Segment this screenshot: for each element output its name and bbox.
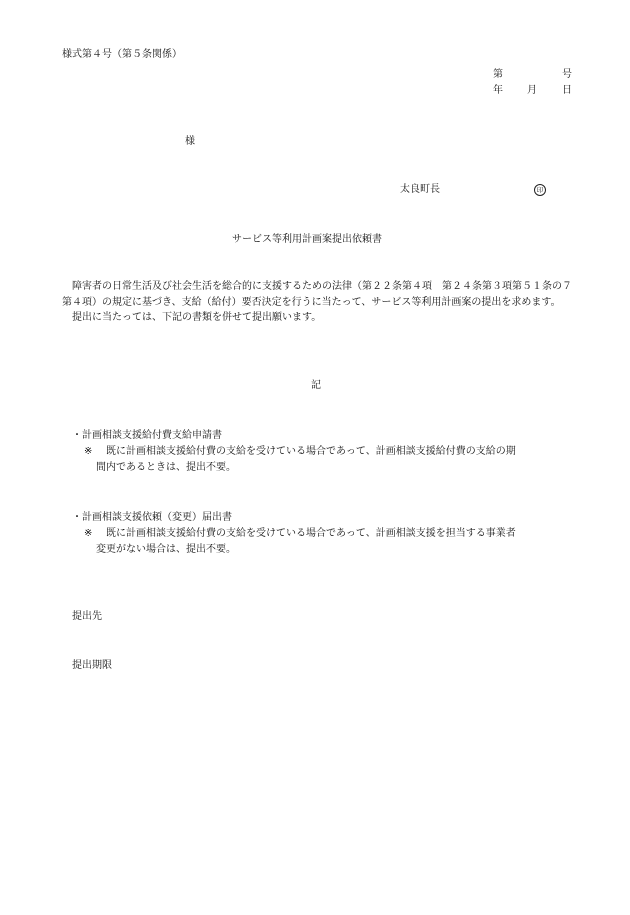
item-2-note-mark: ※ [84, 528, 93, 539]
body-paragraph-1: 障害者の日常生活及び社会生活を総合的に支援するための法律（第２２条第４項 第２４条第３項第５１条の７第４項）の規定に基づき、支給（給付）要否決定を行うに当たって、サービス等利用計画案の提出を求めます。 [62, 281, 572, 308]
submit-to-label: 提出先 [72, 611, 102, 622]
deadline-label: 提出期限 [72, 660, 112, 671]
item-1-note-line-1: 既に計画相談支援給付費の支給を受けている場合であって、計画相談支援給付費の支給の期 [106, 446, 516, 457]
body-paragraph-2: 提出に当たっては、下記の書類を併せて提出願います。 [72, 312, 322, 323]
form-number: 様式第４号（第５条関係） [62, 49, 182, 60]
item-2-title: ・計画相談支援依頼（変更）届出書 [72, 512, 232, 523]
item-2-note-line-2: 変更がない場合は、提出不要。 [96, 544, 236, 555]
item-2-note-line-1: 既に計画相談支援給付費の支給を受けている場合であって、計画相談支援を担当する事業者 [106, 528, 516, 539]
date-year: 年 [493, 85, 503, 96]
date-day: 日 [562, 85, 572, 96]
sender-name: 太良町長 [400, 184, 440, 195]
item-1-note-line-2: 間内であるときは、提出不要。 [96, 462, 236, 473]
seal-mark [534, 183, 546, 197]
ki-heading: 記 [311, 380, 321, 391]
document-title: サービス等利用計画案提出依頼書 [232, 234, 382, 245]
addressee-honorific: 様 [185, 136, 195, 147]
body-text [62, 279, 578, 326]
date-month: 月 [527, 85, 537, 96]
doc-number-prefix: 第 [493, 69, 503, 80]
doc-number-suffix: 号 [562, 69, 572, 80]
item-1-title: ・計画相談支援給付費支給申請書 [72, 430, 222, 441]
item-1-note-mark: ※ [84, 446, 93, 457]
seal-icon: 印 [534, 184, 546, 196]
